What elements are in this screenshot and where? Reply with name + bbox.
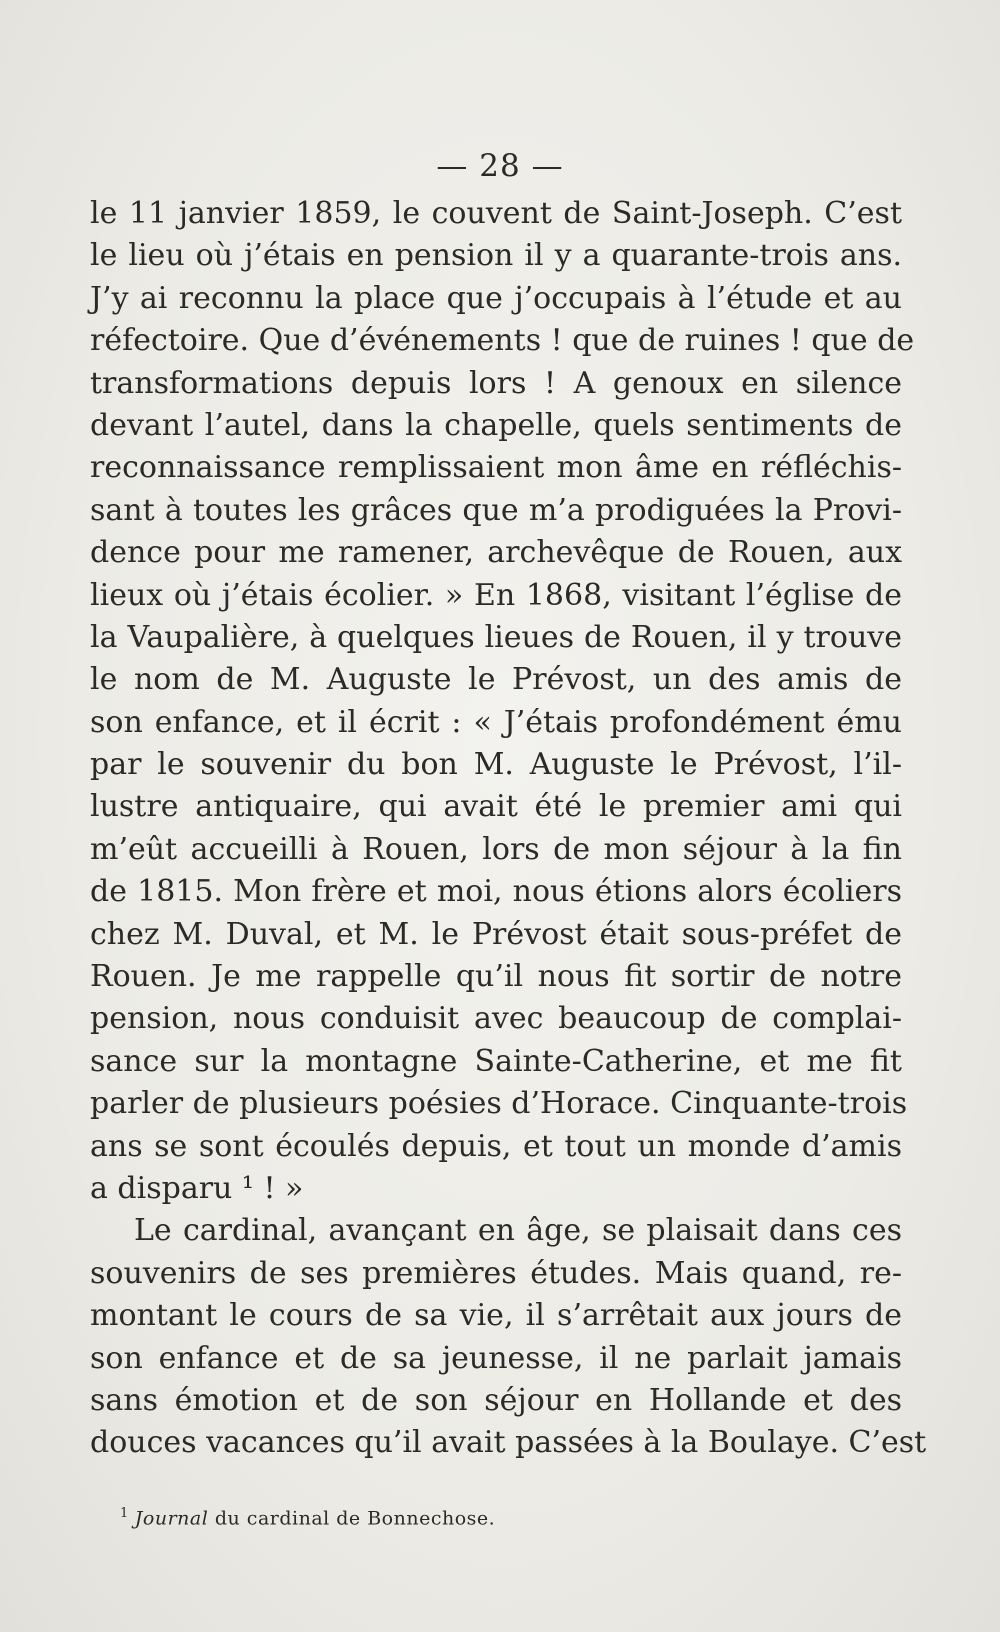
text-line: parler de plusieurs poésies d’Horace. Cinquante-trois xyxy=(90,1086,908,1122)
text-line: son enfance et de sa jeunesse, il ne parlait jamais xyxy=(90,1340,902,1376)
body-text xyxy=(90,193,927,1465)
text-line: sans émotion et de son séjour en Hollande et des xyxy=(90,1382,902,1418)
text-line: J’y ai reconnu la place que j’occupais à l’étude et au xyxy=(90,280,902,316)
text-line: le lieu où j’étais en pension il y a quarante-trois ans. xyxy=(90,238,902,274)
text-line: Rouen. Je me rappelle qu’il nous fit sortir de notre xyxy=(90,959,902,995)
text-line: souvenirs de ses premières études. Mais quand, re- xyxy=(90,1255,902,1291)
text-line: le 11 janvier 1859, le couvent de Saint-Joseph. C’est xyxy=(90,196,902,231)
text-line: transformations depuis lors ! A genoux en silence xyxy=(90,365,902,401)
text-line: a disparu ¹ ! » xyxy=(90,1170,304,1206)
text-line: montant le cours de sa vie, il s’arrêtait aux jours de xyxy=(90,1298,902,1334)
text-line: son enfance, et il écrit : « J’étais profondément ému xyxy=(90,704,902,740)
text-line: douces vacances qu’il avait passées à la Boulaye. C’est xyxy=(90,1425,927,1461)
text-line: le nom de M. Auguste le Prévost, un des amis de xyxy=(90,662,902,698)
text-line: devant l’autel, dans la chapelle, quels sentiments de xyxy=(90,407,902,443)
text-line: m’eût accueilli à Rouen, lors de mon séjour à la fin xyxy=(90,831,902,867)
text-line: réfectoire. Que d’événements ! que de ruines ! que de xyxy=(90,323,915,359)
text-line: la Vaupalière, à quelques lieues de Rouen, il y trouve xyxy=(90,619,902,655)
text-line: lieux où j’étais écolier. » En 1868, visitant l’église de xyxy=(90,577,902,613)
text-line: par le souvenir du bon M. Auguste le Prévost, l’il- xyxy=(90,747,902,783)
text-line: de 1815. Mon frère et moi, nous étions alors écoliers xyxy=(90,874,902,910)
text-line: sant à toutes les grâces que m’a prodiguées la Provi- xyxy=(90,492,902,528)
text-line: sance sur la montagne Sainte-Catherine, et me fit xyxy=(90,1043,902,1079)
page-number: — 28 — xyxy=(436,148,564,184)
footnote-marker: 1 xyxy=(120,1506,129,1521)
text-line: reconnaissance remplissaient mon âme en réfléchis- xyxy=(90,450,902,486)
footnote-title: Journal xyxy=(134,1507,209,1530)
text-line: lustre antiquaire, qui avait été le premier ami qui xyxy=(90,789,902,825)
text-line: dence pour me ramener, archevêque de Rouen, aux xyxy=(90,535,902,571)
footnote xyxy=(120,1506,820,1529)
text-line: ans se sont écoulés depuis, et tout un monde d’amis xyxy=(90,1128,902,1164)
text-line: chez M. Duval, et M. le Prévost était sous-préfet de xyxy=(90,916,902,952)
text-line: pension, nous conduisit avec beaucoup de complai- xyxy=(90,1001,902,1037)
footnote-text: du cardinal de Bonnechose. xyxy=(214,1507,496,1530)
paragraph-first-line: Le cardinal, avançant en âge, se plaisait dans ces xyxy=(134,1213,902,1249)
